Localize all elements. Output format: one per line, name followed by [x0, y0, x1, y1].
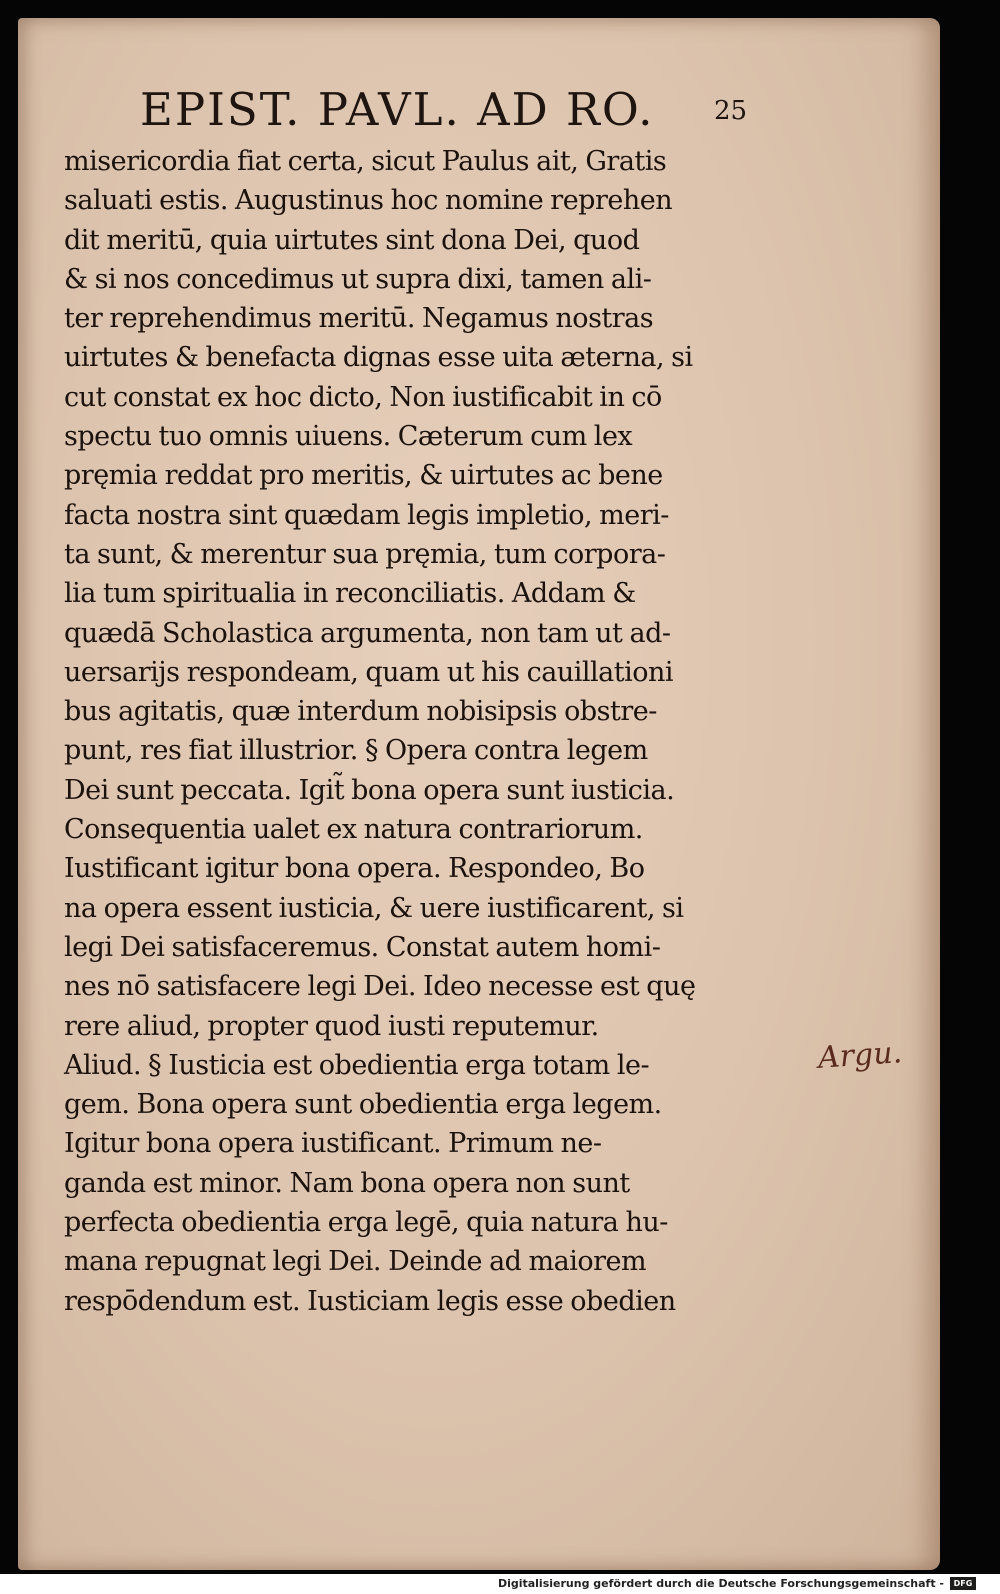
text-line: Aliud. § Iusticia est obedientia erga totam le-	[64, 1049, 650, 1081]
book-page	[18, 18, 940, 1570]
text-line: ganda est minor. Nam bona opera non sunt	[64, 1167, 630, 1199]
text-line: & si nos concedimus ut supra dixi, tamen ali-	[64, 263, 652, 295]
running-title: EPIST. PAVL. AD RO.	[140, 83, 655, 136]
text-line: na opera essent iusticia, & uere iustificarent, si	[64, 892, 684, 924]
text-line: respōdendum est. Iusticiam legis esse obedien	[64, 1285, 676, 1317]
text-line: legi Dei satisfaceremus. Constat autem homi-	[64, 931, 661, 963]
text-line: Iustificant igitur bona opera. Respondeo, Bo	[64, 853, 645, 885]
text-line: bus agitatis, quæ interdum nobisipsis obstre-	[64, 696, 657, 728]
text-line: nes nō satisfacere legi Dei. Ideo necesse est quę	[64, 971, 696, 1003]
dfg-logo-icon: DFG	[950, 1577, 976, 1590]
text-line: pręmia reddat pro meritis, & uirtutes ac bene	[64, 460, 663, 492]
footer-credit: Digitalisierung gefördert durch die Deutsche Forschungsgemeinschaft -	[497, 1577, 944, 1590]
text-line: uersarijs respondeam, quam ut his cauillationi	[64, 656, 673, 688]
text-line: quædā Scholastica argumenta, non tam ut ad-	[64, 617, 671, 649]
text-line: mana repugnat legi Dei. Deinde ad maiorem	[64, 1246, 647, 1278]
text-line: gem. Bona opera sunt obedientia erga legem.	[64, 1089, 662, 1121]
body-text	[64, 142, 824, 1321]
text-line: cut constat ex hoc dicto, Non iustificabit in cō	[64, 381, 662, 413]
text-line: misericordia fiat certa, sicut Paulus ait, Gratis	[64, 146, 667, 177]
text-line: Dei sunt peccata. Igit̃ bona opera sunt iusticia.	[64, 774, 675, 806]
text-line: punt, res fiat illustrior. § Opera contra legem	[64, 735, 648, 767]
text-line: dit meritū, quia uirtutes sint dona Dei, quod	[64, 224, 640, 256]
text-line: lia tum spiritualia in reconciliatis. Addam &	[64, 578, 636, 610]
margin-annotation: Argu.	[816, 1035, 904, 1076]
text-line: facta nostra sint quædam legis impletio, meri-	[64, 499, 669, 531]
text-line: spectu tuo omnis uiuens. Cæterum cum lex	[64, 421, 633, 453]
text-line: Igitur bona opera iustificant. Primum ne-	[64, 1128, 602, 1160]
running-header	[124, 80, 814, 140]
text-line: rere aliud, propter quod iusti reputemur.	[64, 1010, 599, 1042]
text-line: ta sunt, & merentur sua pręmia, tum corpora-	[64, 538, 666, 570]
folio-number: 25	[714, 96, 748, 126]
text-line: uirtutes & benefacta dignas esse uita æterna, si	[64, 342, 693, 374]
digitization-footer	[0, 1574, 1000, 1594]
text-line: ter reprehendimus meritū. Negamus nostras	[64, 303, 654, 335]
text-line: saluati estis. Augustinus hoc nomine reprehen	[64, 185, 673, 217]
text-line: Consequentia ualet ex natura contrariorum.	[64, 814, 643, 846]
text-line: perfecta obedientia erga legē, quia natura hu-	[64, 1207, 668, 1239]
